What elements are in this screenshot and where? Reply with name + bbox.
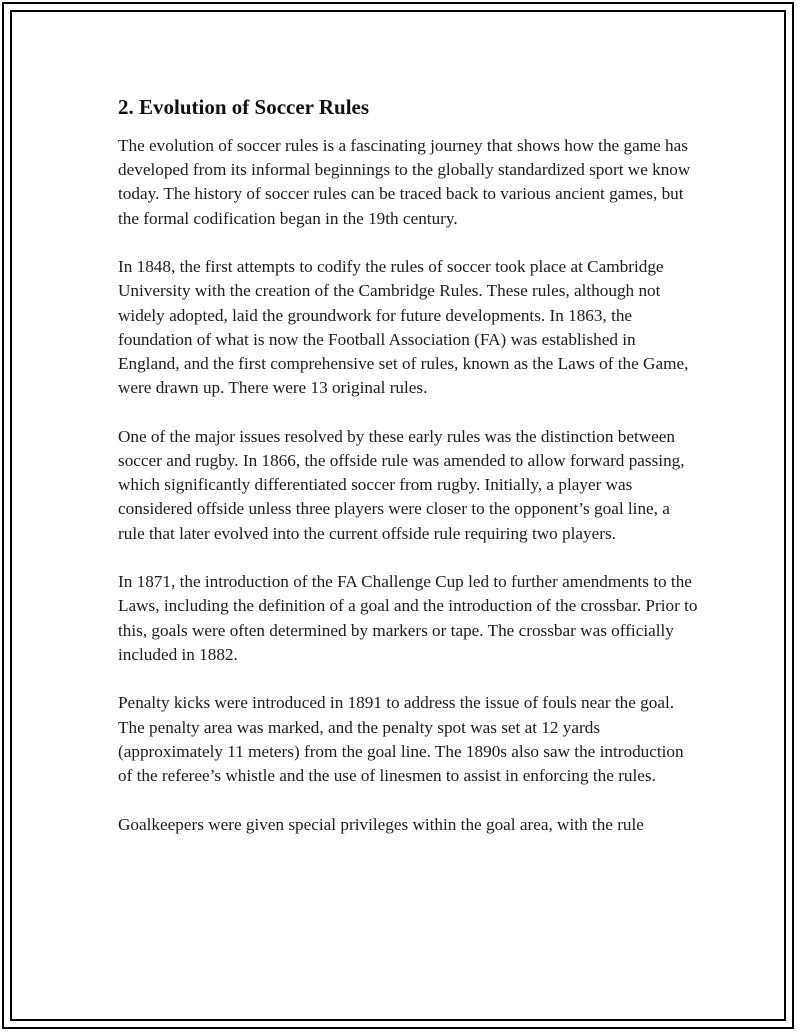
- paragraph-penalty-kicks: Penalty kicks were introduced in 1891 to address the issue of fouls near the goal. The penalty area was marked, and the penalty spot was set at 12 yards (approximately 11 meters) from the goal line. The 1890s also saw the introduction of the referee’s whistle and the use of linesmen to assist in enforcing the rules.: [118, 693, 684, 786]
- document-body: [118, 94, 698, 861]
- paragraph-fa-challenge-cup: In 1871, the introduction of the FA Challenge Cup led to further amendments to the Laws, including the definition of a goal and the introduction of the crossbar. Prior to this, goals were often determined by markers or tape. The crossbar was officially included in 1882.: [118, 572, 698, 664]
- section-heading: 2. Evolution of Soccer Rules: [118, 95, 370, 119]
- paragraph-offside-rule: One of the major issues resolved by these early rules was the distinction between soccer and rugby. In 1866, the offside rule was amended to allow forward passing, which significantly differentiated soccer from rugby. Initially, a player was considered offside unless three players were closer to the opponent’s goal line, a rule that later evolved into the current offside rule requiring two players.: [118, 426, 685, 543]
- paragraph-intro: The evolution of soccer rules is a fascinating journey that shows how the game has developed from its informal beginnings to the globally standardized sport we know today. The history of soccer rules can be traced back to various ancient games, but the formal codification began in the 19th century.: [118, 136, 691, 228]
- paragraph-goalkeepers: Goalkeepers were given special privileges within the goal area, with the rule: [118, 814, 644, 834]
- paragraph-cambridge-rules: In 1848, the first attempts to codify the rules of soccer took place at Cambridge University with the creation of the Cambridge Rules. These rules, although not widely adopted, laid the groundwork for future developments. In 1863, the foundation of what is now the Football Association (FA) was established in England, and the first comprehensive set of rules, known as the Laws of the Game, were drawn up. There were 13 original rules.: [118, 257, 689, 398]
